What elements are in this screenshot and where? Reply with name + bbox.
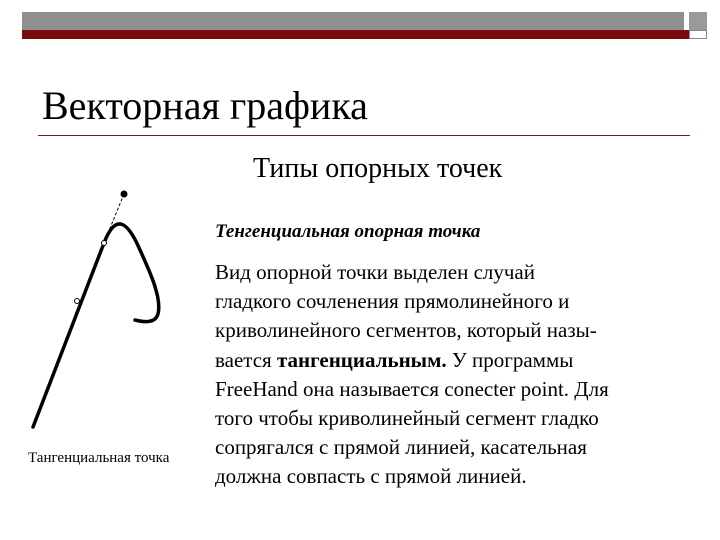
paragraph-text: У программы [446, 347, 574, 372]
tangent-handle-line [104, 194, 124, 243]
anchor-point [75, 299, 80, 304]
paragraph-line: гладкого сочленения прямолинейного и [215, 289, 570, 314]
slide-title: Векторная графика [42, 83, 368, 128]
top-bar-grey [22, 12, 684, 30]
description-paragraph [215, 258, 695, 492]
vector-path [33, 224, 159, 427]
paragraph-bold-term: тангенциальным. [276, 347, 447, 372]
corner-square-grey [689, 12, 707, 30]
title-rule [38, 135, 690, 136]
paragraph-line: того чтобы криволинейный сегмент гладко [215, 406, 599, 431]
paragraph-line: должна совпасть с прямой линией. [215, 464, 527, 489]
tangent-point-diagram [0, 180, 210, 440]
section-heading: Тенгенциальная опорная точка [215, 221, 481, 242]
paragraph-line [215, 346, 695, 375]
tangent-anchor-point [102, 241, 107, 246]
corner-square-white [689, 30, 707, 39]
paragraph-line: Вид опорной точки выделен случай [215, 260, 535, 284]
paragraph-text: вается [215, 347, 277, 372]
top-bar-red [22, 30, 707, 39]
paragraph-line: сопрягался с прямой линией, касательная [215, 435, 587, 460]
paragraph-line: FreeHand она называется conecter point. Для [215, 376, 609, 401]
slide-subtitle: Типы опорных точек [253, 153, 503, 184]
handle-point [121, 191, 128, 198]
paragraph-line: криволинейного сегментов, который назы- [215, 318, 597, 343]
diagram-caption: Тангенциальная точка [28, 450, 170, 466]
